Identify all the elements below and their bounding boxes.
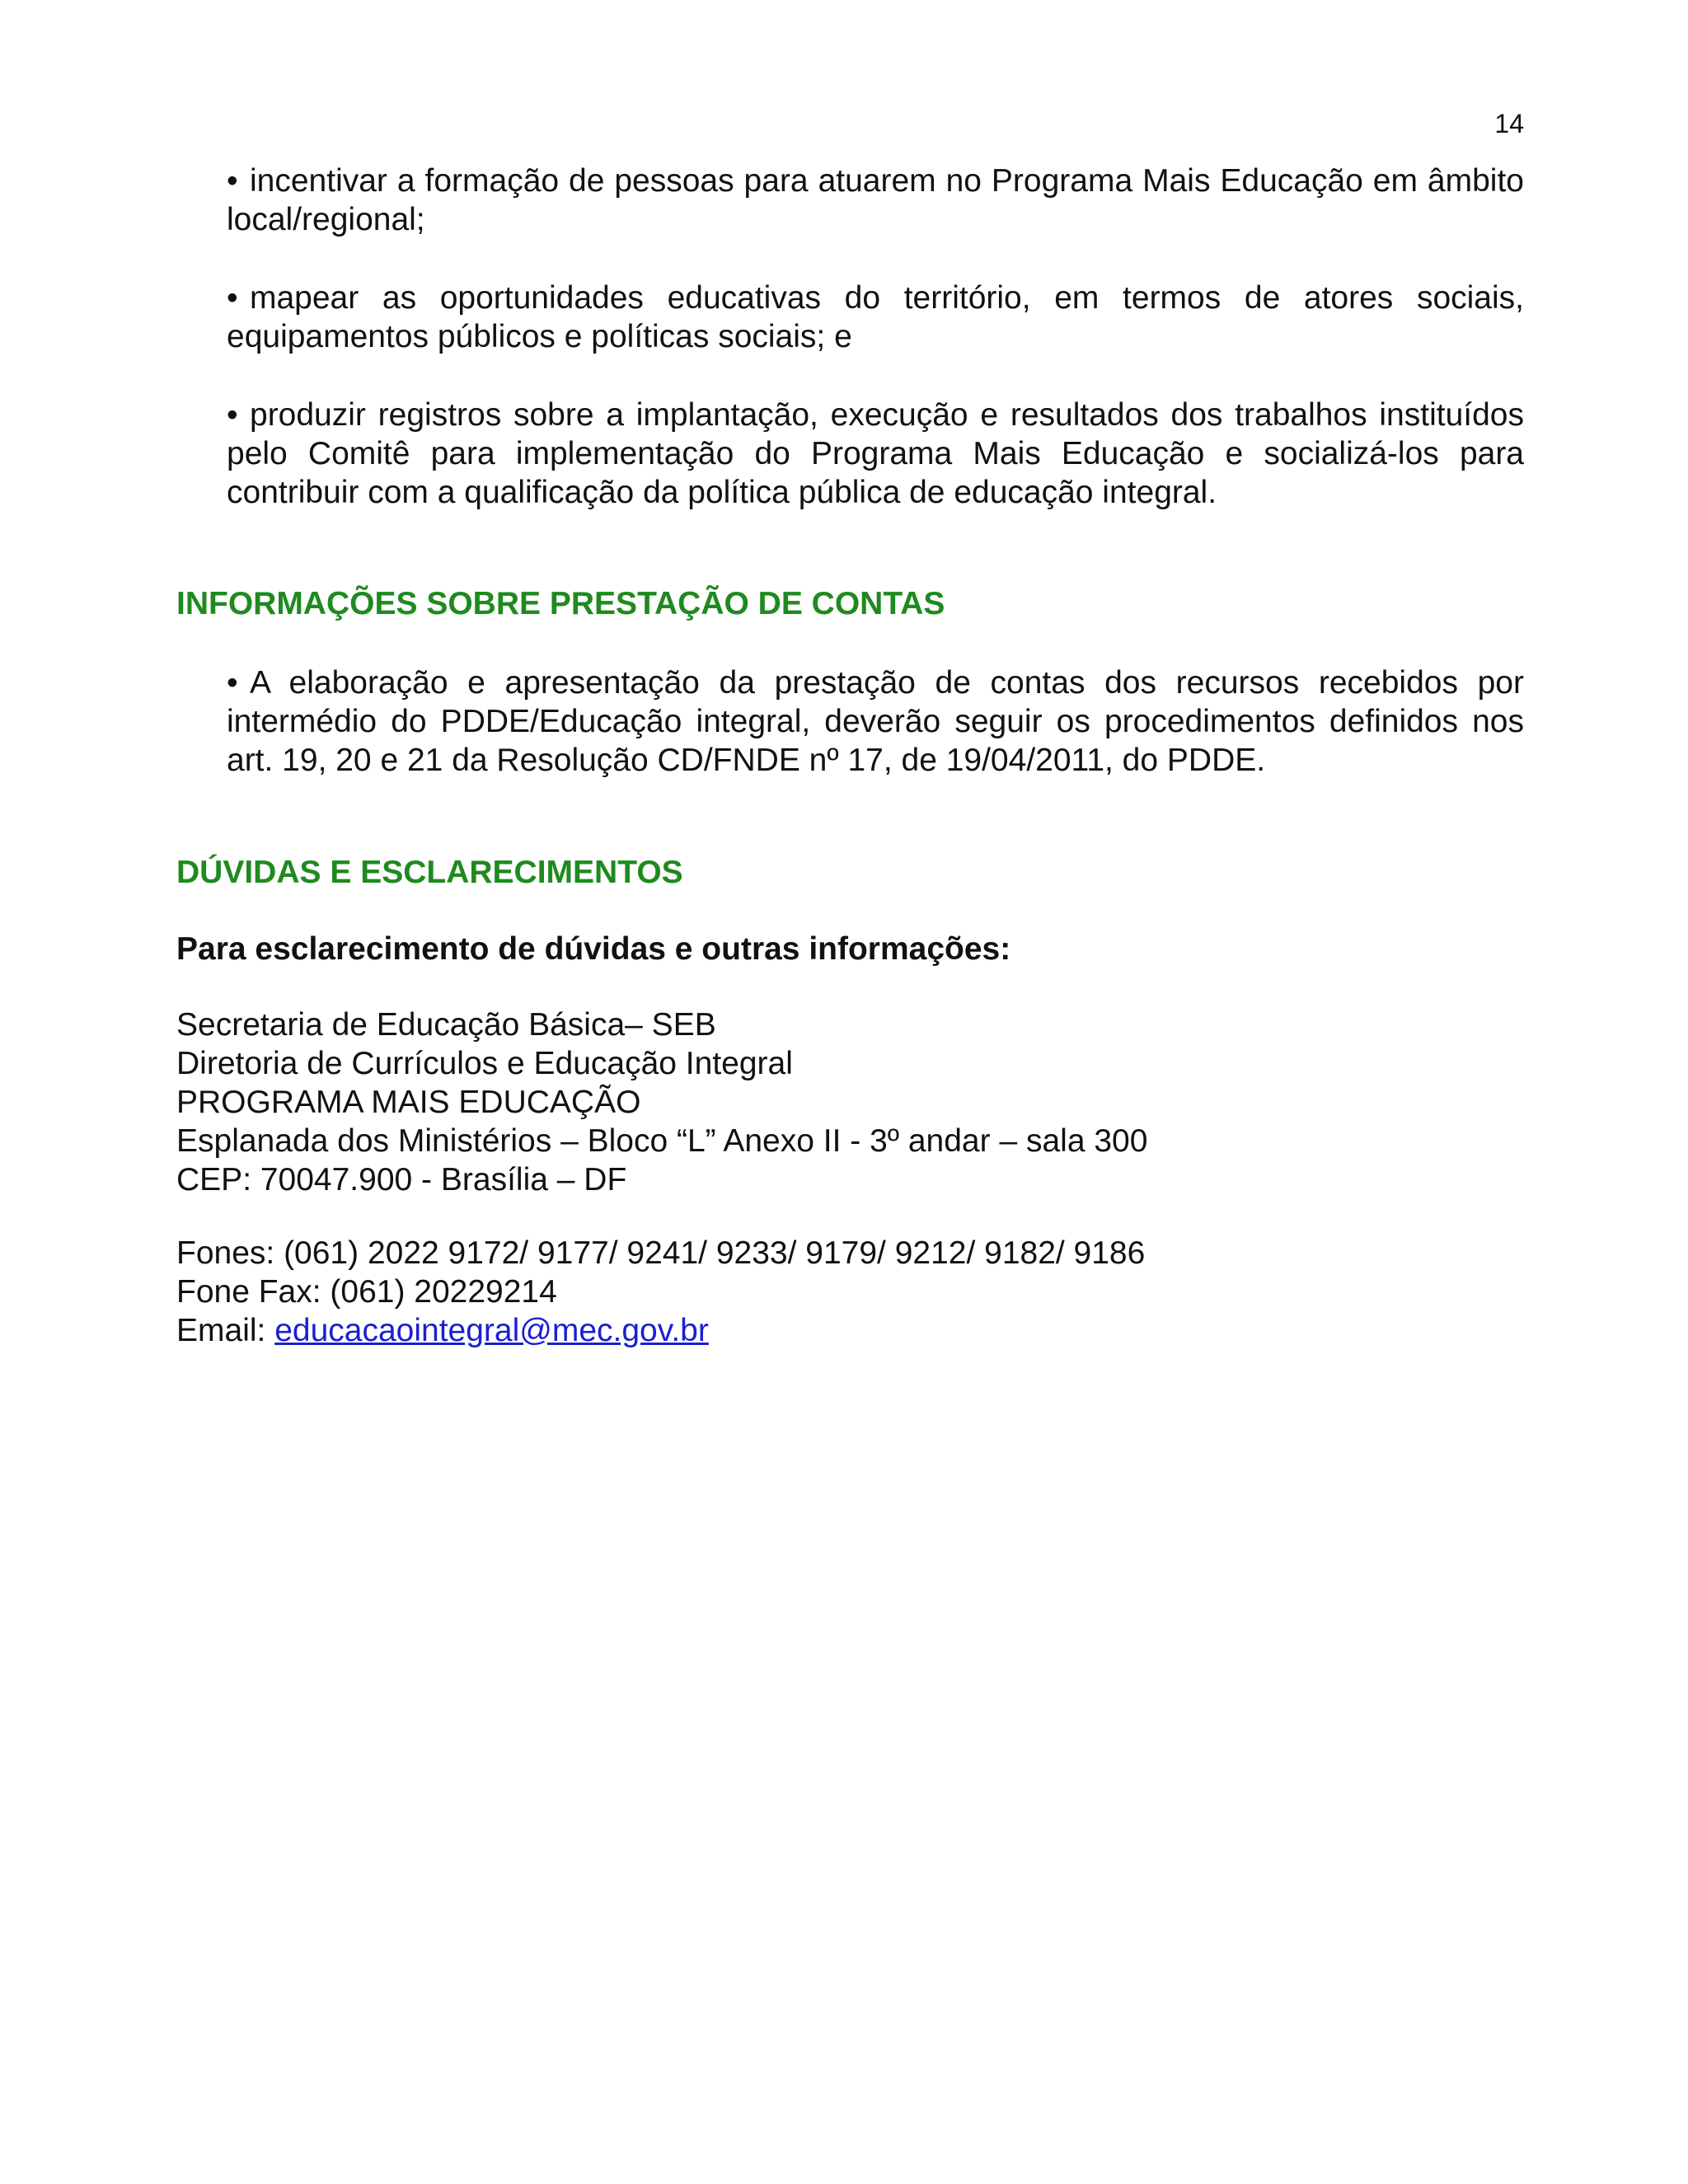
bullet-text: produzir registros sobre a implantação, execução e resultados dos trabalhos instituídos pelo Comitê para implementação do Programa Mais Educação e socializá-los para contribuir com a qualificação da política pública de educação integral. <box>227 397 1524 510</box>
section-heading-duvidas: DÚVIDAS E ESCLARECIMENTOS <box>176 855 683 890</box>
section-heading-prestacao: INFORMAÇÕES SOBRE PRESTAÇÃO DE CONTAS <box>176 586 945 621</box>
email-line <box>176 1311 1145 1350</box>
phones-line: Fones: (061) 2022 9172/ 9177/ 9241/ 9233/ 9179/ 9212/ 9182/ 9186 <box>176 1235 1146 1271</box>
bullet-item <box>227 396 1524 512</box>
address-line: Secretaria de Educação Básica– SEB <box>176 1007 716 1043</box>
address-line: Esplanada dos Ministérios – Bloco “L” Anexo II - 3º andar – sala 300 <box>176 1123 1148 1159</box>
bullet-icon: • <box>227 397 238 433</box>
bullet-icon: • <box>227 163 238 199</box>
bullet-text: incentivar a formação de pessoas para atuarem no Programa Mais Educação em âmbito local/regional; <box>227 163 1524 237</box>
address-line: Diretoria de Currículos e Educação Integral <box>176 1046 793 1081</box>
fax-line: Fone Fax: (061) 20229214 <box>176 1274 557 1310</box>
bullet-text: A elaboração e apresentação da prestação de contas dos recursos recebidos por intermédio do PDDE/Educação integral, deverão seguir os procedimentos definidos nos art. 19, 20 e 21 da Resolução CD/FNDE nº 17, de 19/04/2011, do PDDE. <box>227 665 1524 778</box>
page-number: 14 <box>1494 109 1524 138</box>
bullet-icon: • <box>227 280 238 316</box>
address-line: CEP: 70047.900 - Brasília – DF <box>176 1162 627 1197</box>
bullet-text: mapear as oportunidades educativas do território, em termos de atores sociais, equipamentos públicos e políticas sociais; e <box>227 280 1524 354</box>
address-line: PROGRAMA MAIS EDUCAÇÃO <box>176 1085 641 1120</box>
email-link[interactable]: educacaointegral@mec.gov.br <box>274 1313 709 1348</box>
email-label: Email: <box>176 1313 275 1348</box>
bullet-item <box>227 279 1524 356</box>
phone-block <box>176 1234 1145 1350</box>
contact-intro: Para esclarecimento de dúvidas e outras informações: <box>176 931 1011 967</box>
bullet-item <box>227 162 1524 239</box>
address-block <box>176 1005 1147 1199</box>
bullet-icon: • <box>227 665 238 701</box>
bullet-item <box>227 663 1524 780</box>
